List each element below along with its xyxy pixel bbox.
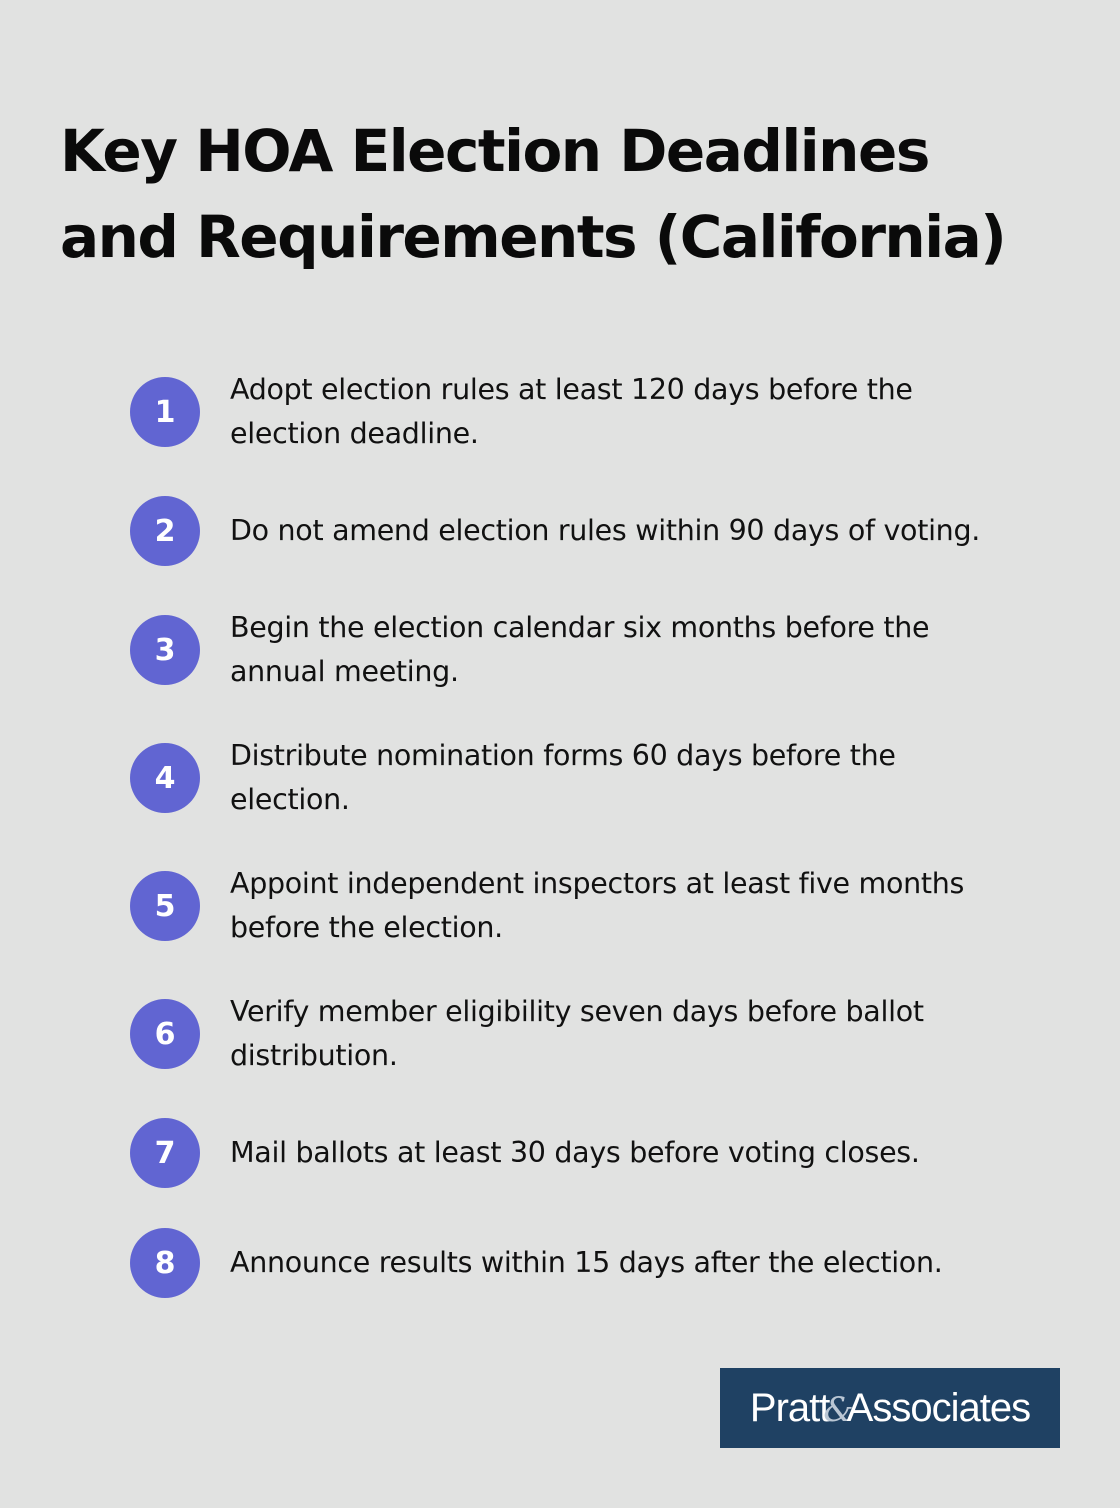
page-title <box>60 108 1100 280</box>
step-item <box>130 1118 1090 1188</box>
step-text: Announce results within 15 days after the election. <box>230 1246 943 1279</box>
step-text: Appoint independent inspectors at least five months before the election. <box>230 867 965 944</box>
title-line-2: and Requirements (California) <box>60 203 1006 271</box>
step-item <box>130 606 1090 694</box>
logo-part-pratt: Pratt <box>749 1385 830 1430</box>
step-number-badge: 7 <box>130 1118 200 1188</box>
step-number-badge: 1 <box>130 377 200 447</box>
title-line-1: Key HOA Election Deadlines <box>60 117 929 185</box>
pratt-associates-logo <box>720 1368 1060 1448</box>
step-number-badge: 6 <box>130 999 200 1069</box>
step-item <box>130 368 1090 456</box>
logo-part-associates: Associates <box>846 1385 1031 1430</box>
logo-text <box>750 1386 1030 1431</box>
step-number-badge: 3 <box>130 615 200 685</box>
step-text: Begin the election calendar six months before the annual meeting. <box>230 611 930 688</box>
step-text: Distribute nomination forms 60 days before the election. <box>230 739 896 816</box>
step-text: Verify member eligibility seven days before ballot distribution. <box>230 995 924 1072</box>
step-text: Mail ballots at least 30 days before voting closes. <box>230 1136 920 1169</box>
step-number-badge: 8 <box>130 1228 200 1298</box>
step-number-badge: 4 <box>130 743 200 813</box>
step-number-badge: 2 <box>130 496 200 566</box>
ampersand-icon: & <box>823 1389 853 1430</box>
step-number-badge: 5 <box>130 871 200 941</box>
step-item <box>130 734 1090 822</box>
step-item <box>130 1228 1090 1298</box>
step-text: Do not amend election rules within 90 days of voting. <box>230 514 980 547</box>
step-item <box>130 496 1090 566</box>
step-item <box>130 990 1090 1078</box>
step-text: Adopt election rules at least 120 days before the election deadline. <box>230 373 913 450</box>
step-item <box>130 862 1090 950</box>
